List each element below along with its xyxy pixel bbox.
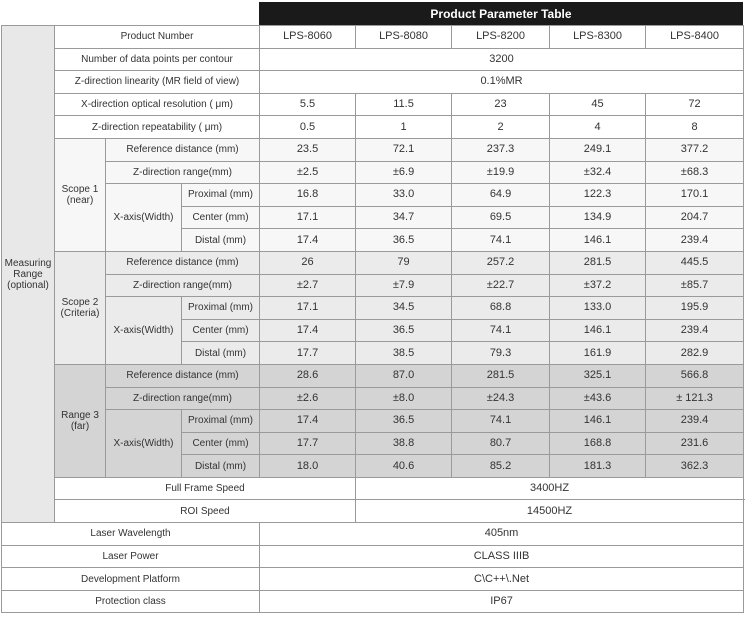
cell-value: ±2.6 — [260, 387, 356, 410]
x-axis-label: X-axis(Width) — [106, 410, 182, 478]
cell-value: ±32.4 — [550, 161, 646, 184]
cell-value: 79.3 — [452, 342, 550, 365]
cell-value: 146.1 — [550, 410, 646, 433]
footer-row — [2, 568, 744, 591]
cell-value: 36.5 — [356, 229, 452, 252]
row-value: 3400HZ — [356, 477, 744, 500]
cell-value: 16.8 — [260, 184, 356, 207]
row-label: Laser Wavelength — [2, 523, 260, 546]
scope-label: Scope 2 (Criteria) — [55, 251, 106, 364]
cell-value: 36.5 — [356, 410, 452, 433]
cell-value: ±19.9 — [452, 161, 550, 184]
resolution-row — [2, 93, 744, 116]
footer-row — [2, 500, 744, 523]
scope-1-row-reference — [2, 138, 744, 161]
cell-value: 122.3 — [550, 184, 646, 207]
row-value: CLASS IIIB — [260, 545, 744, 568]
cell-value: 325.1 — [550, 364, 646, 387]
cell-value: 281.5 — [550, 251, 646, 274]
row-value: 3200 — [260, 48, 744, 71]
footer-row — [2, 545, 744, 568]
row-label: Proximal (mm) — [182, 184, 260, 207]
row-label: Distal (mm) — [182, 229, 260, 252]
row-label: Number of data points per contour — [55, 48, 260, 71]
general-row — [2, 48, 744, 71]
cell-value: 17.1 — [260, 206, 356, 229]
cell-value: 195.9 — [646, 297, 744, 320]
cell-value: 239.4 — [646, 410, 744, 433]
cell-value: ±6.9 — [356, 161, 452, 184]
row-value: C\C++\.Net — [260, 568, 744, 591]
cell-value: 282.9 — [646, 342, 744, 365]
model-lps-8080: LPS-8080 — [356, 26, 452, 49]
scope-2-row-reference — [2, 251, 744, 274]
cell-value: 0.5 — [260, 116, 356, 139]
cell-value: 566.8 — [646, 364, 744, 387]
row-label: Distal (mm) — [182, 455, 260, 478]
row-label: Z-direction repeatability ( μm) — [55, 116, 260, 139]
scope-3-row-z-range — [2, 387, 744, 410]
row-label: Proximal (mm) — [182, 410, 260, 433]
row-label: Z-direction range(mm) — [106, 161, 260, 184]
cell-value: 64.9 — [452, 184, 550, 207]
cell-value: ±43.6 — [550, 387, 646, 410]
cell-value: 168.8 — [550, 432, 646, 455]
cell-value: 45 — [550, 93, 646, 116]
scope-label: Scope 1 (near) — [55, 138, 106, 251]
cell-value: 17.4 — [260, 410, 356, 433]
cell-value: 74.1 — [452, 229, 550, 252]
row-value: IP67 — [260, 590, 744, 613]
cell-value: 249.1 — [550, 138, 646, 161]
cell-value: 1 — [356, 116, 452, 139]
cell-value: 34.5 — [356, 297, 452, 320]
row-label: Center (mm) — [182, 319, 260, 342]
model-lps-8300: LPS-8300 — [550, 26, 646, 49]
cell-value: 18.0 — [260, 455, 356, 478]
footer-row — [2, 590, 744, 613]
scope-label: Range 3 (far) — [55, 364, 106, 477]
cell-value: ±85.7 — [646, 274, 744, 297]
cell-value: 11.5 — [356, 93, 452, 116]
cell-value: 146.1 — [550, 229, 646, 252]
cell-value: 33.0 — [356, 184, 452, 207]
cell-value: 281.5 — [452, 364, 550, 387]
cell-value: ±68.3 — [646, 161, 744, 184]
cell-value: 79 — [356, 251, 452, 274]
cell-value: 257.2 — [452, 251, 550, 274]
row-label: X-direction optical resolution ( μm) — [55, 93, 260, 116]
cell-value: 87.0 — [356, 364, 452, 387]
header-label: Product Number — [55, 26, 260, 49]
cell-value: 85.2 — [452, 455, 550, 478]
row-label: Z-direction range(mm) — [106, 274, 260, 297]
cell-value: ±37.2 — [550, 274, 646, 297]
cell-value: 36.5 — [356, 319, 452, 342]
cell-value: 5.5 — [260, 93, 356, 116]
cell-value: 69.5 — [452, 206, 550, 229]
scope-2-row-proximal — [2, 297, 744, 320]
cell-value: 239.4 — [646, 229, 744, 252]
cell-value: ± 121.3 — [646, 387, 744, 410]
row-label: Full Frame Speed — [55, 477, 356, 500]
scope-1-row-proximal — [2, 184, 744, 207]
cell-value: ±2.7 — [260, 274, 356, 297]
cell-value: 146.1 — [550, 319, 646, 342]
cell-value: ±2.5 — [260, 161, 356, 184]
row-label: Protection class — [2, 590, 260, 613]
scope-3-row-proximal — [2, 410, 744, 433]
cell-value: 204.7 — [646, 206, 744, 229]
cell-value: 40.6 — [356, 455, 452, 478]
row-label: Distal (mm) — [182, 342, 260, 365]
cell-value: 239.4 — [646, 319, 744, 342]
cell-value: 23.5 — [260, 138, 356, 161]
cell-value: 8 — [646, 116, 744, 139]
row-value: 405nm — [260, 523, 744, 546]
cell-value: 68.8 — [452, 297, 550, 320]
row-value: 0.1%MR — [260, 71, 744, 94]
row-label: Reference distance (mm) — [106, 138, 260, 161]
table-title: Product Parameter Table — [259, 2, 743, 25]
resolution-row — [2, 116, 744, 139]
row-value: 14500HZ — [356, 500, 744, 523]
model-lps-8200: LPS-8200 — [452, 26, 550, 49]
row-label: Z-direction linearity (MR field of view) — [55, 71, 260, 94]
cell-value: ±8.0 — [356, 387, 452, 410]
cell-value: 74.1 — [452, 410, 550, 433]
scope-1-row-z-range — [2, 161, 744, 184]
row-label: Z-direction range(mm) — [106, 387, 260, 410]
cell-value: 231.6 — [646, 432, 744, 455]
cell-value: 38.8 — [356, 432, 452, 455]
cell-value: 17.7 — [260, 342, 356, 365]
general-row — [2, 71, 744, 94]
cell-value: 237.3 — [452, 138, 550, 161]
cell-value: ±22.7 — [452, 274, 550, 297]
row-label: Laser Power — [2, 545, 260, 568]
cell-value: 72 — [646, 93, 744, 116]
cell-value: 26 — [260, 251, 356, 274]
cell-value: 181.3 — [550, 455, 646, 478]
row-label: Reference distance (mm) — [106, 364, 260, 387]
cell-value: 17.4 — [260, 319, 356, 342]
cell-value: 445.5 — [646, 251, 744, 274]
scope-2-row-z-range — [2, 274, 744, 297]
footer-row — [2, 477, 744, 500]
row-label: Center (mm) — [182, 206, 260, 229]
row-label: Reference distance (mm) — [106, 251, 260, 274]
cell-value: 17.1 — [260, 297, 356, 320]
x-axis-label: X-axis(Width) — [106, 184, 182, 252]
cell-value: 28.6 — [260, 364, 356, 387]
cell-value: 362.3 — [646, 455, 744, 478]
row-label: Center (mm) — [182, 432, 260, 455]
cell-value: 133.0 — [550, 297, 646, 320]
model-lps-8400: LPS-8400 — [646, 26, 744, 49]
product-parameter-table — [1, 25, 744, 613]
model-lps-8060: LPS-8060 — [260, 26, 356, 49]
cell-value: 38.5 — [356, 342, 452, 365]
row-label: Development Platform — [2, 568, 260, 591]
cell-value: ±7.9 — [356, 274, 452, 297]
footer-row — [2, 523, 744, 546]
cell-value: 17.4 — [260, 229, 356, 252]
cell-value: 72.1 — [356, 138, 452, 161]
cell-value: 74.1 — [452, 319, 550, 342]
row-label: Proximal (mm) — [182, 297, 260, 320]
cell-value: 377.2 — [646, 138, 744, 161]
cell-value: 23 — [452, 93, 550, 116]
cell-value: 2 — [452, 116, 550, 139]
scope-3-row-reference — [2, 364, 744, 387]
cell-value: 17.7 — [260, 432, 356, 455]
x-axis-label: X-axis(Width) — [106, 297, 182, 365]
cell-value: ±24.3 — [452, 387, 550, 410]
cell-value: 80.7 — [452, 432, 550, 455]
row-label: ROI Speed — [55, 500, 356, 523]
cell-value: 34.7 — [356, 206, 452, 229]
cell-value: 4 — [550, 116, 646, 139]
cell-value: 134.9 — [550, 206, 646, 229]
cell-value: 170.1 — [646, 184, 744, 207]
header-row — [2, 26, 744, 49]
measuring-range-label: Measuring Range (optional) — [2, 26, 55, 523]
cell-value: 161.9 — [550, 342, 646, 365]
